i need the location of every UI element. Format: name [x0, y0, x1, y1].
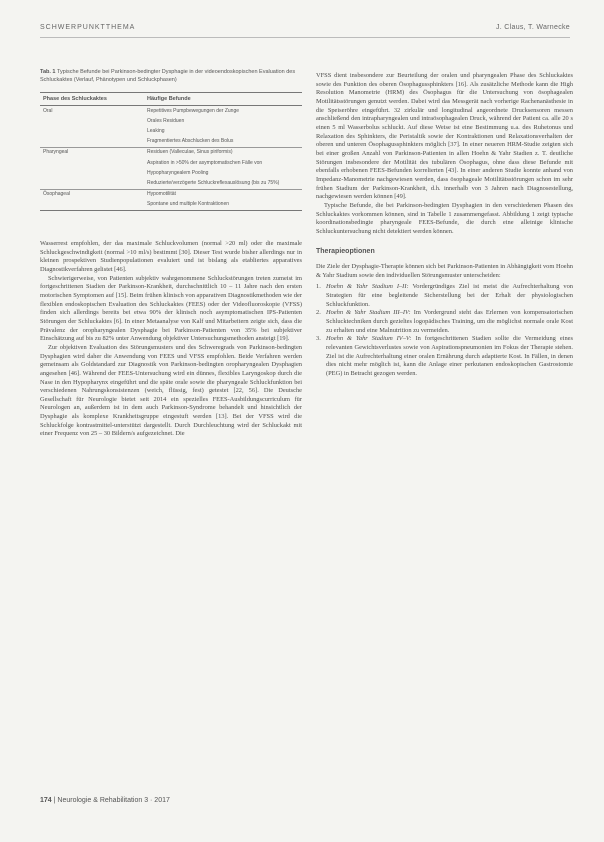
list-stage: Hoehn & Yahr Stadium III–IV: — [326, 309, 411, 317]
table-caption-label: Tab. 1 — [40, 69, 56, 75]
list-item — [316, 309, 573, 335]
table-row — [40, 137, 302, 148]
section-heading: Therapieoptionen — [316, 248, 375, 256]
finding-cell: Hypomotilität — [147, 191, 176, 198]
page-number: 174 — [40, 797, 52, 804]
therapy-stage-list — [316, 283, 573, 378]
footer-separator: | — [53, 797, 56, 804]
table-row — [40, 200, 302, 211]
list-number: 2. — [316, 309, 321, 317]
table-row — [40, 147, 302, 158]
phase-cell: Pharyngeal — [43, 149, 69, 156]
list-number: 3. — [316, 335, 321, 343]
table-row — [40, 126, 302, 136]
list-text: Im Vordergrund steht das Erlernen von kompensatorischen Schlucktechniken durch gezieltes logopädisches Training, um die möglichst normale orale Kost zu erhalten und eine Malnutrition zu vermeiden. — [326, 309, 574, 334]
body-paragraph: Wasserrest empfohlen, der das maximale Schluckvolumen (normal >20 ml) oder die maximale Schluckgeschwindigkeit (normal >10 ml/s) bestimmt [30]. Dieser Test wurde bisher allerdings nur in kleinen prospektiven Studienpopulationen evaluiert und ist bislang als etabliertes apparatives Diagnostikverfahren gelistet [46]. — [40, 240, 302, 273]
table-caption-text: Typische Befunde bei Parkinson-bedingter Dysphagie in der videoendoskopischen Evaluation des Schluckaktes (Verlauf, Phänotypen und Schluckphasen) — [40, 69, 296, 83]
findings-table-block — [40, 68, 302, 211]
body-paragraph: Zur objektiven Evaluation des Störungsmusters und des Schweregrads von Parkinson-bedingten Dysphagien wird daher die Anwendung von FEES und VFSS empfohlen. Beide Verfahren werden gemeinsam als Goldstandard zur Diagnostik von Parkinson-bedingten oropharyngealen Dysphagien angesehen [46]. Während der FEES-Untersuchung wird ein dünnes, flexibles Laryngoskop durch die Nase in den Hypopharynx eingeführt und die späte orale sowie die pharyngeale Schluckfunktion bei verschiedenen Nahrungskonsistenzen (weich, flüssig, fest) getestet [22, 56]. Die Deutsche Gesellschaft für Neurologie bietet seit 2014 ein spezielles FEES-Ausbildungscurriculum für Neurologen an, außerdem ist in dem auch Parkinson-Syndrome behandelt und hinsichtlich der Dysphagie als komplexe Krankheitsgruppe eingestuft werden [13]. Bei der VFSS wird die Schluckfolge kontrastmittel-unterstützt dargestellt. Durch Durchleuchtung wird der Schluckakt mit einer Frequenz von 25 – 30 Bildern/s aufgezeichnet. Die — [40, 343, 302, 438]
finding-cell: Repetitives Pumpbewegungen der Zunge — [147, 107, 240, 114]
authors-label: J. Claus, T. Warnecke — [496, 24, 570, 31]
body-paragraph: VFSS dient insbesondere zur Beurteilung der oralen und pharyngealen Phase des Schluckaktes sowie des Funktion des oberen Ösophagussphinkters [16]. Als zusätzliche Methode kann die High Resolution Manometrie (HRM) des Ösophagus für die Untersuchung von ösophagealen Motilitätsstörungen genutzt werden. Dabei wird das Messgerät nach vorherige Rachenanästhesie in die Speiseröhre eingeführt. 32 zirkulär und longitudinal angeordnete Drucksensoren messen anschließend den intrapharyngealen und intraösophagealen Druck, während der Patient ca. alle 20 s einen 5 ml Wasserbolus schluckt. Auf diese Weise ist eine Bestimmung u.a. des Ruhetonus und Relaxation des Sphinkters, die Peristaltik sowie der Kontraktionen und Relaxationsverhalten der oberen und unteren Ösophagussphinkters möglich [37]. In einer neueren HRM-Studie zeigten sich bei einer großen Anzahl von Parkinson-Patienten in allen Hoehn & Yahr Stadien z. T. deutliche Störungen insbesondere der Motilität des tubulären Ösophagus, ohne dass diese Befunde mit ebenfalls erhobenen FEES-Befunden korrelierten [43]. In einer anderen Studie konnte anhand von Impedanz-Manometrie nachgewiesen werden, dass ösophageale Motilitätsstörungen schon im sehr frühen Stadium der Parkinson-Krankheit, d.h. innerhalb von 3 Jahren nach Diagnosestellung, nachgewiesen werden können [49]. — [316, 72, 573, 201]
table-row — [40, 106, 302, 117]
finding-cell: Leaking — [147, 127, 165, 134]
journal-name: Neurologie & Rehabilitation 3 · 2017 — [57, 797, 170, 804]
list-stage: Hoehn & Yahr Stadium IV–V: — [326, 335, 412, 343]
finding-cell: Fragmentiertes Abschlucken des Bolus — [144, 137, 302, 148]
table-caption — [40, 68, 302, 92]
list-item — [316, 283, 573, 309]
finding-cell: Hypopharyngealem Pooling — [147, 169, 209, 176]
body-paragraph: Schwierigerweise, von Patienten subjektiv wahrgenommene Schluckstörungen treten zumeist im fortgeschrittenen Stadien der Parkinson-Krankheit, durchschnittlich 10 – 11 Jahre nach den ersten motorischen Symptomen auf [15]. Beim frühen klinisch von apparativen Diagnostikmethoden wie der flexiblen endoskopischen Evaluation des Schluckaktes (FEES) oder der Videofluoroskopie (VFSS) finden sich allerdings bereits bei etwa 90% der klinisch noch asymptomatischen IPS-Patienten Störungen der Schluckaktes [6]. In einer Metaanalyse von Kalf und Mitarbeitern zeigte sich, dass die Prävalenz der oropharyngealen Dysphagie bei Parkinson-Patienten von 35% bei subjektiver Einschätzung auf bis zu 82% unter Anwendung objektiver Untersuchungsmethoden ansteigt [19]. — [40, 274, 302, 343]
finding-cell: Orales Residuen — [147, 117, 185, 124]
header-divider — [40, 37, 570, 38]
phase-cell: Ösophageal — [43, 191, 70, 198]
section-label: SCHWERPUNKTTHEMA — [40, 24, 136, 31]
finding-cell: Reduzierte/verzögerte Schluckreflexauslösung (bis zu 75%) — [144, 178, 302, 189]
running-header — [40, 24, 570, 36]
table-row — [40, 178, 302, 189]
finding-cell: Aspiration in >50% der asymptomatischen Fälle von — [147, 159, 263, 166]
table-row — [40, 168, 302, 178]
body-paragraph: Typische Befunde, die bei Parkinson-bedingten Dysphagien in den verschiedenen Phasen des Schluckaktes vorkommen können, sind in Tabelle 1 zusammengefasst. Abbildung 1 zeigt typische koordinationsbedingte pharyngeale FEES-Befunde, die durch eine alleinige klinische Schluckuntersuchung nicht detektiert werden können. — [316, 201, 573, 235]
list-item — [316, 335, 573, 378]
left-text-column — [40, 240, 302, 439]
table-header-findings: Häufige Befunde — [144, 93, 302, 106]
table-header-phase: Phase des Schluckaktes — [40, 93, 144, 106]
list-text: In fortgeschrittenen Stadien sollte die Vermeidung eines relevanten Gewichtsverlustes sowie von Aspirationspneumonien im Fokus der Therapie stehen. Ziel ist die Aufrechterhaltung einer oralen Ernährung durch adaptierte Kost. In Fällen, in denen dies nicht mehr möglich ist, kann die Anlage einer perkutanen endoskopischen Gastrostomie (PEG) in Betracht gezogen werden. — [326, 335, 573, 377]
list-stage: Hoehn & Yahr Stadium I–II: — [326, 283, 409, 291]
list-number: 1. — [316, 283, 321, 291]
table-row — [40, 158, 302, 168]
page-footer — [40, 797, 170, 804]
section-intro: Die Ziele der Dysphagie-Therapie können sich bei Parkinson-Patienten in Abhängigkeit vom Hoehn & Yahr Stadium sowie den individuellen Störungsmuster unterscheiden: — [316, 263, 573, 279]
right-text-column — [316, 72, 573, 379]
finding-cell: Spontane und multiple Kontraktionen — [144, 200, 302, 211]
list-text: Vordergründiges Ziel ist meist die Aufrechterhaltung von Strategien für eine begleitende Sicherstellung bei der Erhalt der physiologischen Schluckfunktion. — [326, 283, 573, 308]
table-row — [40, 189, 302, 200]
findings-table — [40, 92, 302, 211]
table-row — [40, 116, 302, 126]
phase-cell: Oral — [43, 107, 53, 114]
finding-cell: Residuen (Valleculae, Sinus piriformis) — [147, 149, 233, 156]
